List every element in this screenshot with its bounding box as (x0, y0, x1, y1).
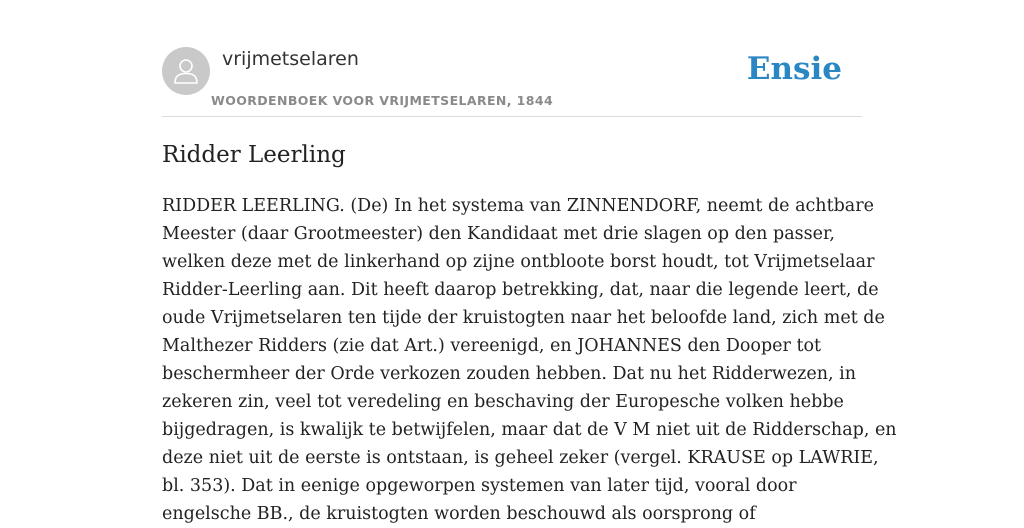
body-line: Ridder-Leerling aan. Dit heeft daarop betrekking, dat, naar die legende leert, de (162, 280, 879, 300)
body-line: zekeren zin, veel tot veredeling en beschaving der Europesche volken hebbe (162, 392, 844, 412)
body-line: oude Vrijmetselaren ten tijde der kruistogten naar het beloofde land, zich met de (162, 308, 885, 328)
article-title: Ridder Leerling (162, 142, 346, 168)
body-line: Malthezer Ridders (zie dat Art.) vereenigd, en JOHANNES den Dooper tot (162, 336, 822, 356)
body-line: engelsche BB., de kruistogten worden beschouwd als oorsprong of (162, 504, 756, 524)
author-link[interactable]: vrijmetselaren (222, 48, 359, 70)
body-line: RIDDER LEERLING. (De) In het systema van ZINNENDORF, neemt de achtbare (162, 196, 874, 216)
body-line: Meester (daar Grootmeester) den Kandidaat met drie slagen op den passer, (162, 224, 835, 244)
ensie-logo[interactable]: Ensie (746, 51, 842, 87)
user-icon (162, 47, 210, 95)
body-line: deze niet uit de eerste is ontstaan, is geheel zeker (vergel. KRAUSE op LAWRIE, (162, 448, 879, 468)
body-line: bl. 353). Dat in eenige opgeworpen systemen van later tijd, vooral door (162, 476, 797, 496)
article-body (162, 192, 897, 528)
body-line: welken deze met de linkerhand op zijne ontbloote borst houdt, tot Vrijmetselaar (162, 252, 875, 272)
article-header (162, 47, 862, 117)
avatar[interactable] (162, 47, 210, 95)
source-label: WOORDENBOEK VOOR VRIJMETSELAREN, 1844 (211, 93, 554, 108)
body-line: bijgedragen, is kwalijk te betwijfelen, maar dat de V M niet uit de Ridderschap, en (162, 420, 897, 440)
body-line: beschermheer der Orde verkozen zouden hebben. Dat nu het Ridderwezen, in (162, 364, 856, 384)
